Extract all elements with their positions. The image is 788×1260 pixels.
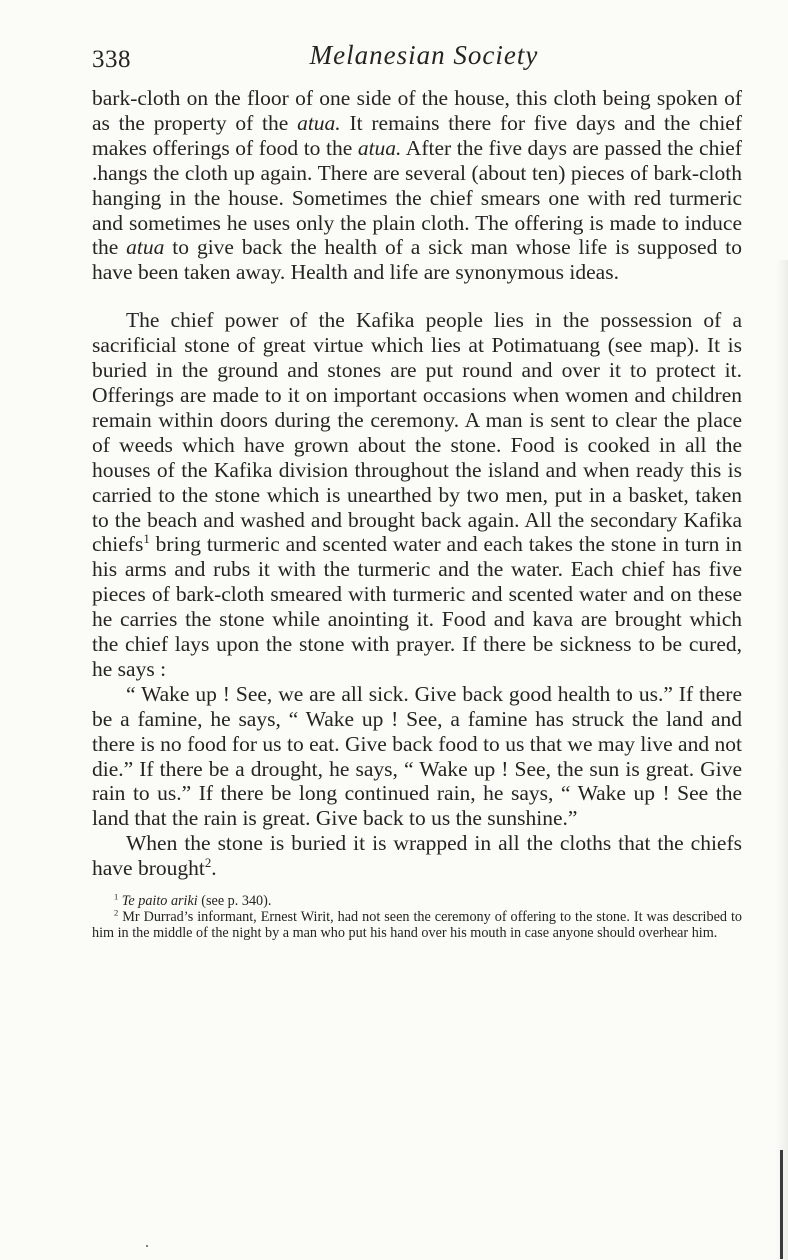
footnote-2-mark: 2	[114, 907, 119, 918]
footnote-marker-2: 2	[204, 856, 212, 871]
page-edge-shadow	[776, 260, 788, 1260]
atua-term: atua.	[297, 110, 341, 135]
footnote-2-text: Mr Durrad’s informant, Ernest Wirit, had not seen the ceremony of offering to the stone. It was described to him in the middle of the night by a man who put his hand over his mouth in case anyone should overhear him.	[92, 909, 742, 942]
running-title: Melanesian Society	[309, 40, 539, 70]
paragraph-2-text: bring turmeric and scented water and each takes the stone in turn in his arms and rubs it with the turmeric and the water. Each chief has five pieces of bark-cloth smeared with turmeric and scented water and on these he carries the stone while anointing it. Food and kava are brought which the chief lays upon the stone with prayer. If there be sickness to be cured, he says :	[92, 532, 742, 681]
atua-term: atua	[126, 235, 165, 260]
footnote-1-text: (see p. 340).	[197, 893, 272, 910]
paragraph-4-text: .	[211, 856, 217, 881]
paragraph-1-text: to give back the health of a sick man whose life is supposed to have been taken away. Health and life are synonymous ideas.	[92, 235, 742, 285]
page-number: 338	[92, 46, 131, 73]
footnote-1	[92, 893, 742, 909]
page-edge-line	[780, 1150, 783, 1259]
footnote-1-mark: 1	[114, 891, 119, 902]
paragraph-1-text: bark-cloth on the floor of one side of the house, this cloth being spoken of as the property of the	[92, 86, 742, 135]
paragraph-2	[92, 308, 742, 682]
atua-term: atua.	[357, 135, 402, 160]
paragraph-2-text: The chief power of the Kafika people lies in the possession of a sacrificial stone of great virtue which lies at Potimatuang (see map). It is buried in the ground and stones are put round and over it to protect it. Offerings are made to it on important occasions when women and children remain within doors during the ceremony. A man is sent to clear the place of weeds which have grown about the stone. Food is cooked in all the houses of the Kafika division throughout the island and when ready this is carried to the stone which is unearthed by two men, put in a basket, taken to the beach and washed and brought back again. All the secondary Kafika chiefs	[92, 308, 742, 557]
footnote-2	[92, 909, 742, 941]
footnotes	[92, 893, 742, 941]
paragraph-1-text: It remains there for five days and the chief makes offerings of food to the	[92, 110, 743, 160]
paragraph-1-text: After the five days are passed the chief .hangs the cloth up again. There are several (about ten) pieces of bark-cloth hanging in the house. Sometimes the chief smears one with red turmeric and sometimes he uses only the plain cloth. The offering is made to induce the	[92, 135, 742, 260]
paragraph-4-text: When the stone is buried it is wrapped in all the cloths that the chiefs have brought	[92, 831, 742, 881]
footnote-1-title: Te paito ariki	[121, 893, 198, 910]
paragraph-1	[92, 86, 742, 285]
paragraph-4	[92, 831, 742, 881]
footnote-marker-1: 1	[143, 532, 150, 547]
page-header	[92, 38, 742, 86]
paragraph-3: “ Wake up ! See, we are all sick. Give back good health to us.” If there be a famine, he says, “ Wake up ! See, a famine has struck the land and there is no food for us to eat. Give back food to us that we may live and not die.” If there be a drought, he says, “ Wake up ! See, the sun is great. Give rain to us.” If there be long continued rain, he says, “ Wake up ! See the land that the rain is great. Give back to us the sunshine.”	[92, 681, 742, 831]
body-text	[92, 86, 742, 881]
book-page	[92, 38, 742, 941]
scan-speck	[146, 1245, 148, 1247]
